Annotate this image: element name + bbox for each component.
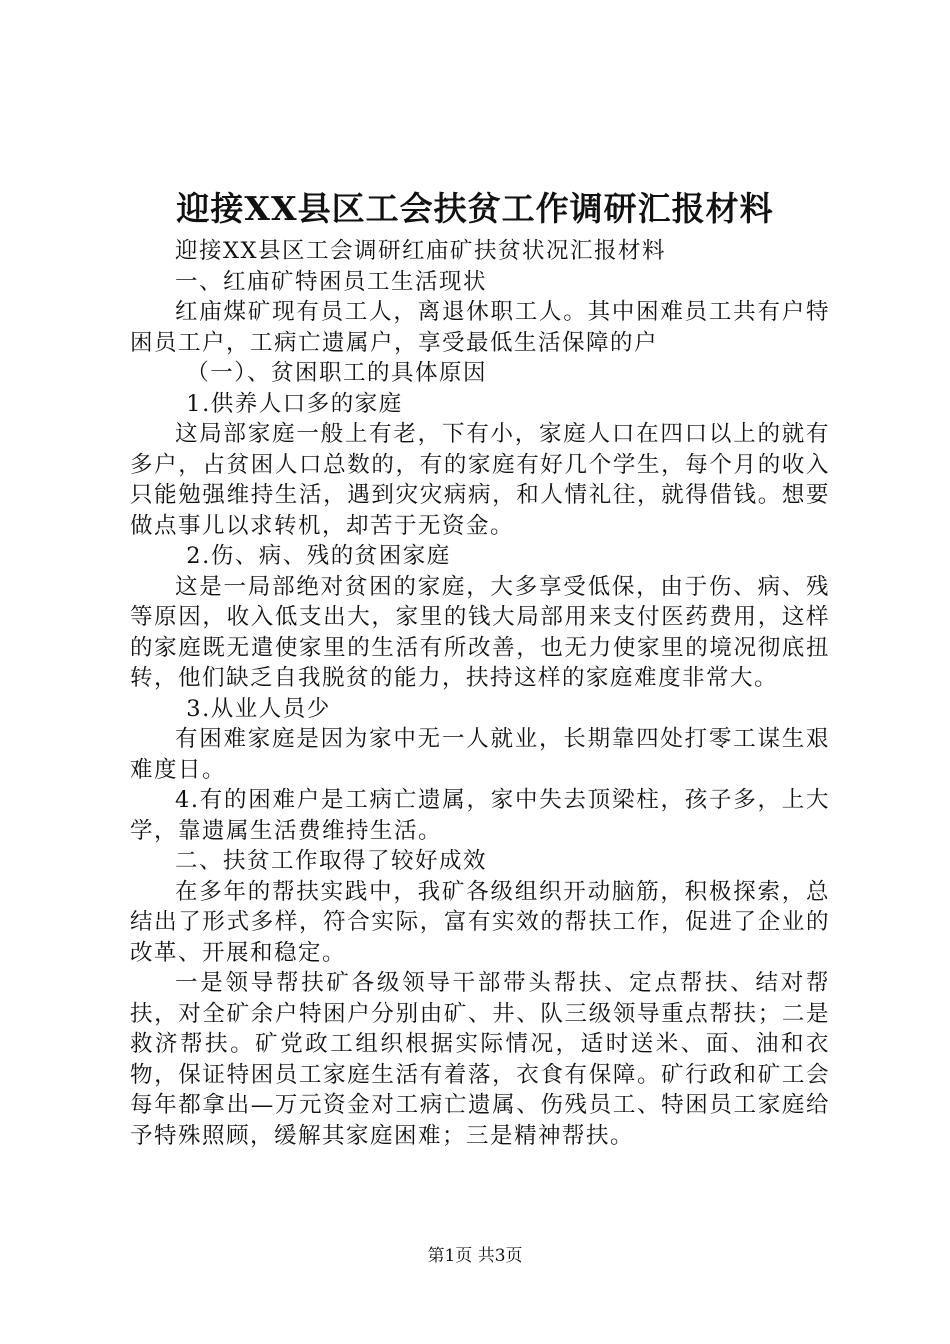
subtitle-paragraph: 迎接XX县区工会调研红庙矿扶贫状况汇报材料: [175, 238, 667, 264]
body-paragraph: 在多年的帮扶实践中，我矿各级组织开动脑筋，积极探索，总结出了形式多样，符合实际，富有实效的帮扶工作，促进了企业的改革、开展和稳定。: [130, 878, 830, 966]
numbered-heading: 3.从业人员少: [186, 695, 331, 722]
page-footer: 第1页 共3页: [427, 1246, 523, 1266]
document-title: 迎接XX县区工会扶贫工作调研汇报材料: [176, 189, 774, 228]
numbered-heading: 1.供养人口多的家庭: [186, 390, 403, 417]
body-paragraph: 4.有的困难户是工病亡遗属，家中失去顶梁柱，孩子多，上大学，靠遗属生活费维持生活。: [130, 787, 830, 844]
subsection-heading: （一）、贫困职工的具体原因: [186, 360, 488, 386]
body-paragraph: 这是一局部绝对贫困的家庭，大多享受低保，由于伤、病、残等原因，收入低支出大，家里的钱大局部用来支付医药费用，这样的家庭既无遣使家里的生活有所改善，也无力使家里的境况彻底扭转，他们缺乏自我脱贫的能力，扶持这样的家庭难度非常大。: [130, 573, 830, 691]
body-paragraph: 一是领导帮扶矿各级领导干部带头帮扶、定点帮扶、结对帮扶，对全矿余户特困户分别由矿、井、队三级领导重点帮扶；二是救济帮扶。矿党政工组织根据实际情况，适时送米、面、油和衣物，保证特困员工家庭生活有着落，衣食有保障。矿行政和矿工会每年都拿出—万元资金对工病亡遗属、伤残员工、特困员工家庭给予特殊照顾，缓解其家庭困难；三是精神帮扶。: [130, 970, 830, 1149]
section-heading: 二、扶贫工作取得了较好成效: [175, 848, 488, 874]
numbered-heading: 2.伤、病、残的贫困家庭: [186, 543, 451, 569]
body-paragraph: 有困难家庭是因为家中无一人就业，长期靠四处打零工谋生艰难度日。: [130, 726, 830, 783]
body-paragraph: 这局部家庭一般上有老，下有小，家庭人口在四口以上的就有多户，占贫困人口总数的，有的家庭有好几个学生，每个月的收入只能勉强维持生活，遇到灾灾病病，和人情礼往，就得借钱。想要做点事儿以求转机，却苦于无资金。: [130, 421, 830, 539]
document-body: [130, 236, 830, 1151]
body-paragraph: 红庙煤矿现有员工人，离退休职工人。其中困难员工共有户特困员工户，工病亡遗属户，享受最低生活保障的户: [130, 299, 830, 356]
section-heading: 一、红庙矿特困员工生活现状: [175, 268, 488, 295]
